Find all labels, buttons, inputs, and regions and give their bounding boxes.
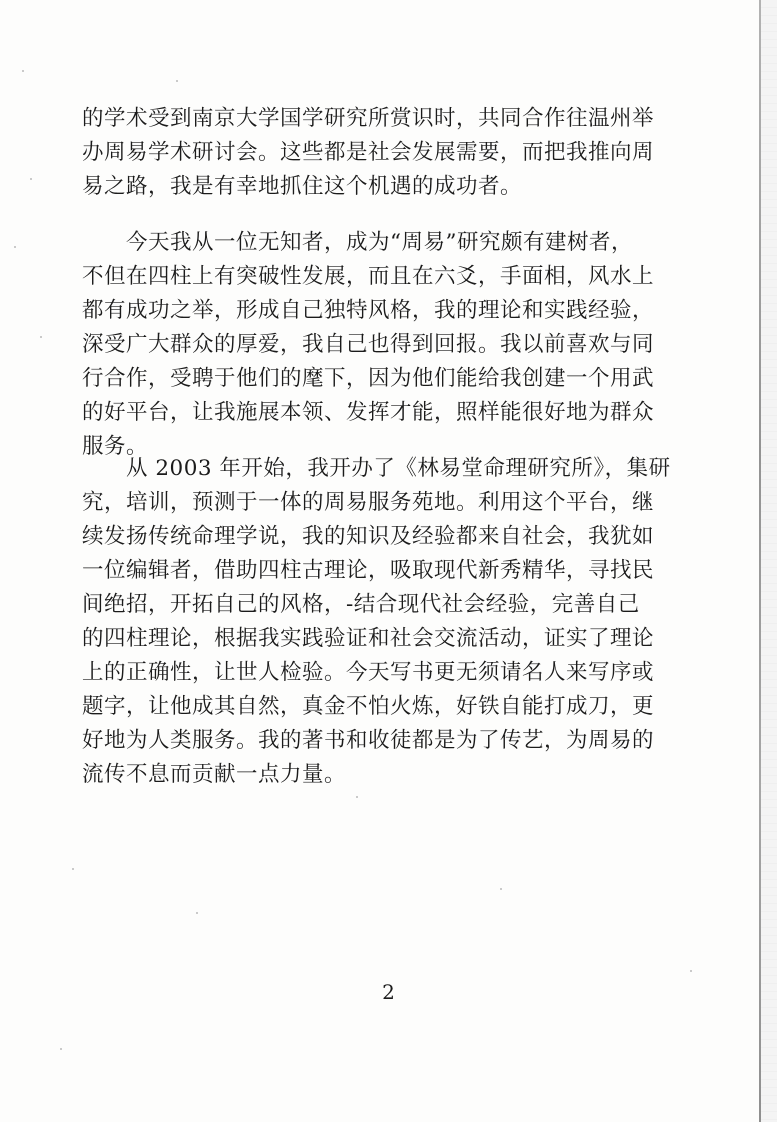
text-line: 究，培训，预测于一体的周易服务苑地。利用这个平台，继	[82, 490, 655, 515]
scan-speck	[14, 246, 16, 248]
scan-speck	[30, 178, 32, 180]
scan-speck	[40, 336, 42, 338]
text-line: 题字，让他成其自然，真金不怕火炼，好铁自能打成刀，更	[82, 694, 655, 719]
page-edge-line	[759, 0, 761, 1122]
text-line: 一位编辑者，借助四柱古理论，吸取现代新秀精华，寻找民	[82, 558, 655, 583]
text-line: 易之路，我是有幸地抓住这个机遇的成功者。	[82, 174, 523, 199]
scan-speck	[500, 888, 502, 890]
scan-speck	[60, 1048, 62, 1050]
text-line: 上的正确性，让世人检验。今天写书更无须请名人来写序或	[82, 660, 655, 685]
text-line: 行合作，受聘于他们的麾下，因为他们能给我创建一个用武	[82, 366, 655, 391]
scan-speck	[196, 912, 198, 914]
scan-speck	[22, 70, 24, 72]
text-line: 好地为人类服务。我的著书和收徒都是为了传艺，为周易的	[82, 728, 655, 753]
text-line: 办周易学术研讨会。这些都是社会发展需要，而把我推向周	[82, 140, 655, 165]
text-line: 的学术受到南京大学国学研究所赏识时，共同合作往温州举	[82, 106, 655, 131]
text-line: 续发扬传统命理学说，我的知识及经验都来自社会，我犹如	[82, 524, 655, 549]
text-line: 流传不息而贡献一点力量。	[82, 762, 347, 787]
page-edge-shadow	[761, 0, 777, 1122]
text-line: 深受广大群众的厚爱，我自己也得到回报。我以前喜欢与同	[82, 332, 655, 357]
text-line: 的好平台，让我施展本领、发挥才能，照样能很好地为群众	[82, 400, 655, 425]
scan-speck	[72, 868, 74, 870]
paragraph-3	[82, 452, 722, 792]
scan-speck	[690, 970, 692, 972]
text-line: 的四柱理论，根据我实践验证和社会交流活动，证实了理论	[82, 626, 655, 651]
text-line: 都有成功之举，形成自己独特风格，我的理论和实践经验，	[82, 298, 655, 323]
scan-speck	[356, 796, 358, 798]
text-line: 服务。	[82, 434, 149, 459]
text-line: 今天我从一位无知者，成为“周易”研究颇有建树者，	[126, 230, 633, 255]
text-line: 不但在四柱上有突破性发展，而且在六爻，手面相，风水上	[82, 264, 655, 289]
text-line: 间绝招，开拓自己的风格，-结合现代社会经验，完善自己	[82, 592, 640, 617]
paragraph-2	[82, 226, 722, 464]
text-line: 从 2003 年开始，我开办了《林易堂命理研究所》，集研	[126, 456, 671, 481]
scan-speck	[176, 80, 178, 82]
page-number: 2	[382, 980, 395, 1004]
paragraph-1	[82, 102, 722, 204]
